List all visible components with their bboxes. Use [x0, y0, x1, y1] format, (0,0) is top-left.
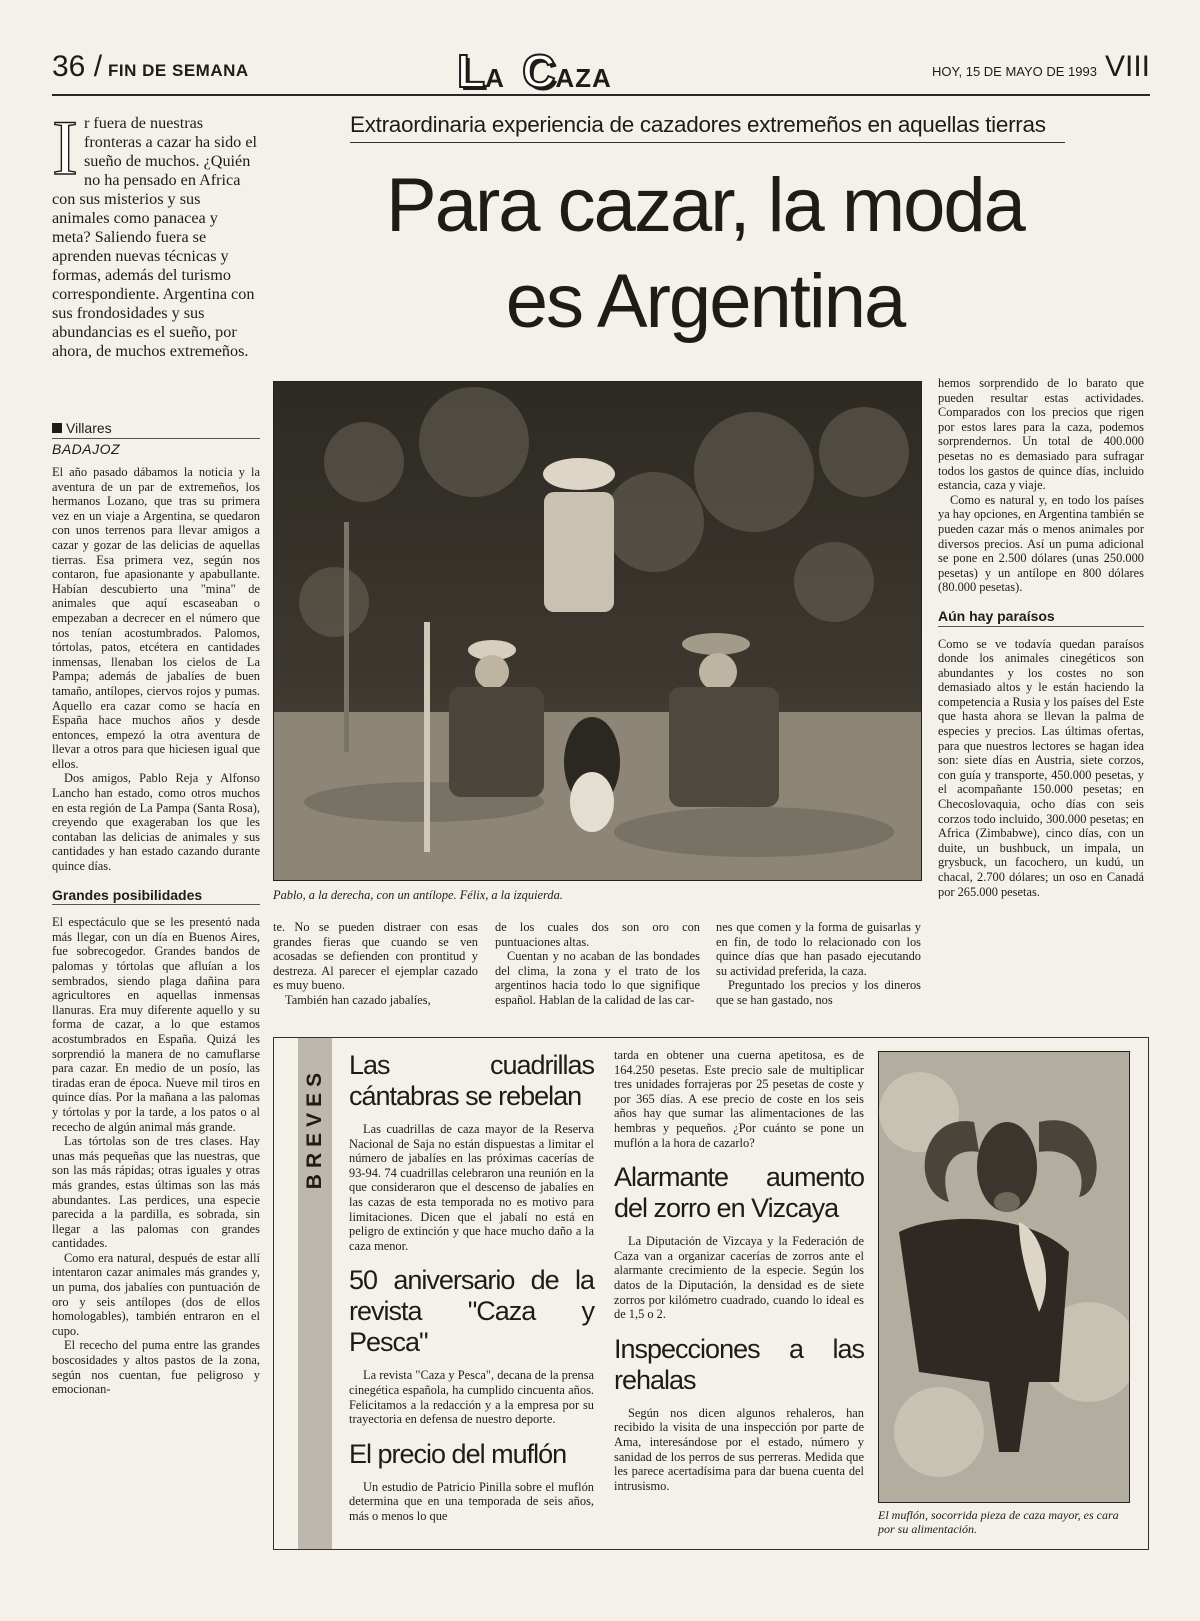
main-headline: Para cazar, la moda es Argentina: [386, 163, 1024, 344]
article-column-2: te. No se pueden distraer con esas grandes fieras que cuando se ven acosadas se defienden con prontitud y destreza. Al parecer el ejemplar cazado es muy bueno. También han cazado jabalíes,: [273, 920, 478, 1007]
breves-label: BREVES: [303, 1066, 326, 1190]
muflon-photo: [878, 1051, 1130, 1503]
hunters-photo: [273, 381, 922, 881]
masthead: [52, 45, 1150, 97]
muflon-photo-image: [879, 1052, 1130, 1503]
brief-title: Alarmante aumento del zorro en Vizcaya: [614, 1162, 864, 1224]
article-column-3: de los cuales dos son oro con puntuaciones altas. Cuentan y no acaban de las bondades del clima, la zona y el trato de los argentinos hacia todo lo que signifique español. Hablan de la calidad de las car-: [495, 920, 700, 1007]
brief-body: Las cuadrillas de caza mayor de la Reserva Nacional de Saja no están dispuestas a limitar el número de jabalíes en las próximas cacerías de 93-94. 74 cuadrillas celebraron una reunión en la que consideraron que el descenso de jabalíes en las cazas de esta temporada no es motivo para limitaciones. Dicen que el jabalí no está en peligro de extinción y que hace mucho daño a la caza menor.: [349, 1122, 594, 1253]
section-logo: LA CAZA: [457, 45, 612, 97]
photo-caption: Pablo, a la derecha, con un antílope. Félix, a la izquierda.: [273, 888, 563, 902]
article-lead: Ir fuera de nuestras fronteras a cazar ha sido el sueño de muchos. ¿Quién no ha pensado en Africa con sus misterios y sus animales como panacea y meta? Saliendo fuera se aprenden nuevas técnicas y formas, además del turismo correspondiente. Argentina con sus frondosidades y sus abundancias es el sueño, por ahora, de muchos extremeños.: [52, 104, 258, 360]
brief-body-continued: tarda en obtener una cuerna apetitosa, es de 164.250 pesetas. Este precio sale de multiplicar tres unidades forrajeras por 25 pesetas de coste y por 365 días. A ese precio de coste en los seis años hay que sumar las alimentaciones de las hembras y pequeños. ¿Por cuánto se pone un muflón a la hora de cazarlo?: [614, 1048, 864, 1150]
article-column-4: nes que comen y la forma de guisarlas y en fin, de todo lo relacionado con los quince días que han pasado ejecutando su actividad preferida, la caza. Preguntado los precios y los dineros que se han gastado, nos: [716, 920, 921, 1007]
square-bullet-icon: [52, 423, 62, 433]
brief-body: La revista "Caza y Pesca", decana de la prensa cinegética española, ha cumplido cincuenta años. Felicitamos a la redacción y a la empresa por su trayectoria en defensa de nuestro deporte.: [349, 1368, 594, 1427]
article-column-1: El año pasado dábamos la noticia y la aventura de un par de extremeños, los hermanos Lozano, que tras su primera vez en un viaje a Argentina, se quedaron con unos terrenos para llevar amigos a cazar y gozar de las delicias de aquellas tierras. Esa primera vez, según nos contaron, fue apasionante y apabullante. Habían descubierto una "mina" de animales que aquí escaseaban o empezaban a decrecer en el número que nos tenían acostumbrados. Palomos, tórtolas, patos, etcétera en cantidades inmensas, llenaban los cielos de La Pampa; además de jabalíes de buen tamaño, antílopes, ciervos rojos y pumas. Aquello era cazar como se hacía en España hace muchos años y desde entonces, empezó la otra aventura de llevar a otros para que hiciesen igual que ellos. Dos amigos, Pablo Reja y Alfonso Lancho han estado, como otros muchos en esta región de La Pampa (Santa Rosa), creyendo que exageraban los que les contaban las delicias de animales y sus cantidades y han estado cazando durante quince días. Grandes posibilidades El espectáculo que se les presentó nada más llegar, con un día en Buenos Aires, fue sobrecogedor. Grandes bandos de palomas y tórtolas que afluían a los sembrados, siendo plaga dañina para agricultores en aquellas inmensas llanuras. Era muy diferente aquello y su forma de cazar, a lo que estamos acostumbrados en España. Quizá les sorprendió la manera de no camuflarse para cazar. En medio de un posío, las tiradas eran de época. Nueve mil tiros en quince días. Por la mañana a las palomas y tórtolas y por la tarde, a los patos o al rececho de algún animal más grande. Las tórtolas son de tres clases. Hay unas más pequeñas que las nuestras, que son las más rápidas; otras iguales y otras más grandes, estas últimas son las más abundantes. Las perdices, una especie parecida a la pardilla, es sobrada, sin llegar a las palomas con grandes cantidades. Como era natural, después de estar allí intentaron cazar animales más grandes y, un puma, dos jabalíes con puntuación de oro y seis antílopes (dos de ellos homologables), también entraron en el cupo. El rececho del puma entre las grandes boscosidades y altos pastos de la zona, según nos cuentan, fue peligroso y emocionan-: [52, 465, 260, 1397]
byline: [52, 420, 260, 457]
brief-title: El precio del muflón: [349, 1438, 567, 1469]
brief-title: 50 aniversario de la revista "Caza y Pesca": [349, 1265, 594, 1358]
brief-title: Las cuadrillas cántabras se rebelan: [349, 1050, 594, 1111]
section-name: FIN DE SEMANA: [108, 61, 249, 80]
page-number: 36 / FIN DE SEMANA: [52, 50, 249, 83]
breves-box: [273, 1037, 1149, 1550]
dateline: HOY, 15 DE MAYO DE 1993 VIII: [932, 50, 1150, 83]
roman-page-number: VIII: [1104, 50, 1150, 83]
breves-sidebar-band: [298, 1038, 332, 1549]
muflon-photo-caption: El muflón, socorrida pieza de caza mayor, es cara por su alimentación.: [878, 1508, 1119, 1536]
hunters-photo-image: [274, 382, 922, 881]
breves-column-2: [614, 1048, 864, 1493]
kicker-headline: Extraordinaria experiencia de cazadores extremeños en aquellas tierras: [350, 112, 1065, 143]
breves-column-1: [349, 1046, 594, 1524]
brief-title: Inspecciones a las rehalas: [614, 1333, 864, 1395]
author-name: Villares: [66, 420, 112, 436]
byline-location: BADAJOZ: [52, 441, 121, 457]
article-column-5: hemos sorprendido de lo barato que pueden resultar estas actividades. Comparados con los precios que rigen por estos lares para la caza, podemos sorprendernos. Un total de 400.000 pesetas no es demasiado para sufragar todos los gastos de quince días, incluido estancia, caza y viaje. Como es natural y, en todo los países ya hay opciones, en Argentina también se pueden cazar más o menos animales por diversos precios. Así un puma adicional se pone en 2.500 dólares (unas 250.000 pesetas) y un antílope en 800 dólares (80.000 pesetas). Aún hay paraísos Como se ve todavía quedan paraísos donde los animales cinegéticos son abundantes y los costes no son demasiado altos y le están haciendo la competencia a Rusia y los países del Este que hasta ahora se llevan la palma de especies y precios. Las últimas ofertas, para que nuestros lectores se hagan idea son: siete días en Austria, siete corzos, con guía y transporte, 450.000 pesetas, y el acompañante 150.000 pesetas; en Checoslovaquia, ocho días con seis corzos todo incluido, 300.000 pesetas; en Africa (Zimbabwe), cinco días, con un duite, un bushbuck, un impala, un grysbuck, un facochero, un kudú, un chacal, 2.700 dólares; un oso en Canadá por 265.000 pesetas.: [938, 376, 1144, 899]
brief-body: Un estudio de Patricio Pinilla sobre el muflón determina que en una temporada de seis años, más o menos lo que: [349, 1479, 594, 1523]
drop-cap: I: [52, 104, 78, 191]
subheading: Grandes posibilidades: [52, 888, 260, 906]
brief-body: La Diputación de Vizcaya y la Federación de Caza van a organizar cacerías de zorros ante el alarmante crecimiento de la especie. Según los datos de la Diputación, la densidad es de siete zorros por kilómetro cuadrado, cuando lo ideal es de 1,5 o 2.: [614, 1234, 864, 1322]
brief-body: Según nos dicen algunos rehaleros, han recibido la visita de una inspección por parte de Ama, interesándose por el estado, número y sanidad de los perros de sus perreras. Medida que les parece acertadísima para dar buena cuenta del intrusismo.: [614, 1405, 864, 1493]
subheading: Aún hay paraísos: [938, 609, 1144, 627]
